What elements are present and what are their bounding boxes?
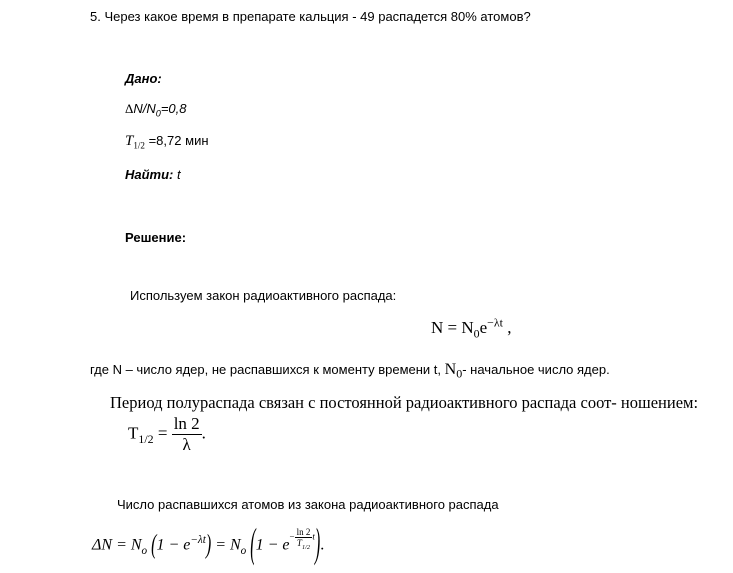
given-heading: Дано:: [125, 71, 162, 86]
find-heading: Найти:: [125, 167, 174, 182]
dec-exp-den: [295, 537, 313, 551]
halflife-unit: мин: [185, 133, 209, 148]
dec-exp-frac: − $\frac{\ln 2}{T_{1/2}}$ t: [289, 527, 315, 551]
period-eq: =: [157, 423, 168, 443]
decay-law-formula: [431, 315, 512, 341]
decayed-formula: [92, 522, 325, 567]
dec-exp-num: ln 2: [296, 527, 311, 537]
ratio-sub: 0: [155, 108, 161, 119]
period-num: ln 2: [173, 414, 200, 433]
period-lhs-sub: 1/2: [138, 431, 154, 446]
where-line: [90, 361, 610, 379]
law-lhs: N = N: [431, 318, 474, 337]
given-halflife: [125, 133, 209, 150]
period-text: Период полураспада связан с постоянной радиоактивного распада соот- ношением:: [110, 393, 699, 412]
dec-open2: (: [250, 522, 256, 567]
problem-statement: [90, 9, 531, 24]
problem-text: Через какое время в препарате кальция - 49 распадется 80% атомов?: [104, 9, 531, 24]
dec-open: (: [151, 530, 157, 560]
dec-sub: o: [141, 544, 148, 557]
ratio-value: =0,8: [160, 101, 187, 116]
decayed-text: Число распавшихся атомов из закона радиоактивного распада: [117, 497, 499, 512]
solution-heading: Решение:: [125, 230, 187, 245]
dec-exp-den-sym: T: [296, 538, 302, 548]
dec-one-minus2: 1 − e: [255, 536, 290, 554]
n0-sub: 0: [456, 366, 463, 381]
where-text: где N – число ядер, не распавшихся к моменту времени t,: [90, 362, 442, 377]
find-value: t: [177, 167, 181, 182]
dec-sub2: o: [240, 544, 247, 557]
halflife-sub: 1/2: [133, 140, 145, 151]
dec-exp-t: t: [312, 531, 315, 542]
dec-lhs: ΔN = N: [92, 536, 142, 554]
n0-desc: - начальное число ядер.: [462, 362, 610, 377]
dec-tail: .: [320, 536, 325, 554]
dec-exp: −λt: [190, 534, 206, 547]
law-tail: ,: [507, 318, 512, 337]
period-formula: [128, 414, 206, 455]
halflife-symbol: T: [125, 133, 134, 149]
find-line: [125, 167, 181, 182]
law-base: e: [479, 318, 488, 337]
period-den: λ: [172, 434, 202, 455]
law-exp: −λt: [487, 315, 503, 330]
halflife-value: =8,72: [148, 133, 182, 148]
dec-close2: ): [314, 522, 321, 567]
dec-exp-den-sub: 1/2: [301, 543, 310, 551]
problem-number: 5.: [90, 9, 101, 24]
delta-symbol: Δ: [125, 101, 134, 116]
dec-eq2: = N: [215, 536, 241, 554]
given-ratio: [125, 101, 187, 117]
period-lhs: T: [128, 423, 139, 443]
dec-close: ): [205, 530, 212, 560]
n0-symbol: N: [444, 361, 457, 378]
law-sub: 0: [473, 326, 480, 341]
ratio-n: N/N: [133, 101, 156, 116]
dec-one-minus: 1 − e: [156, 536, 191, 554]
period-fraction: [172, 414, 202, 455]
solution-intro: Используем закон радиоактивного распада:: [130, 288, 397, 303]
period-tail: .: [201, 423, 206, 443]
